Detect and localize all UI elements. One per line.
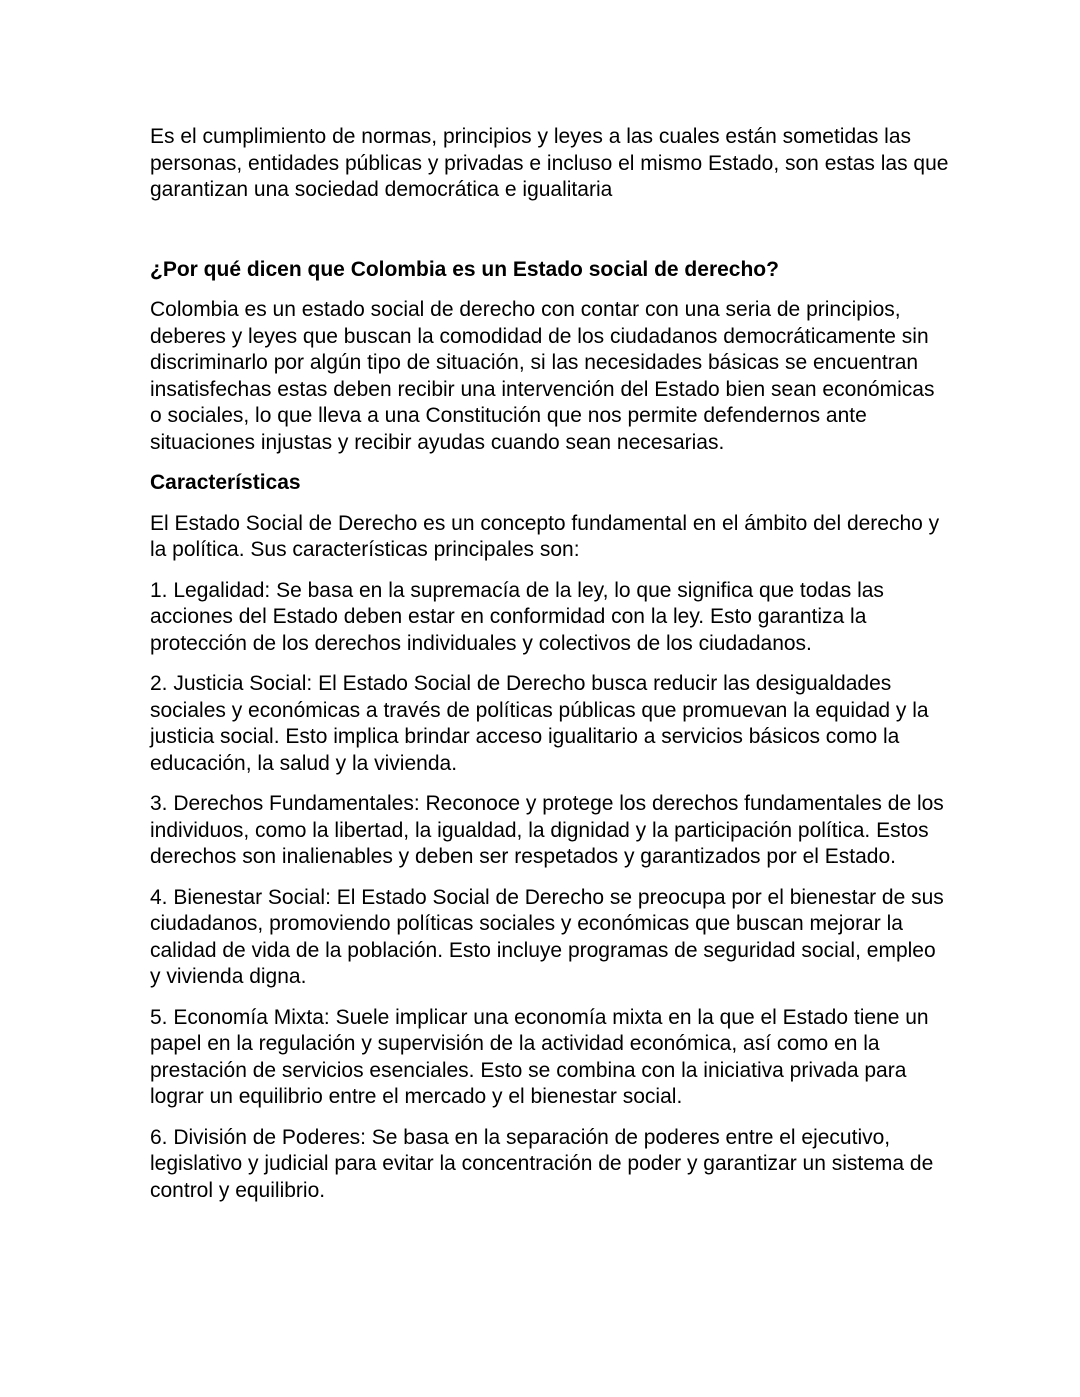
characteristic-item-bienestar-social: 4. Bienestar Social: El Estado Social de Derecho se preocupa por el bienestar de sus ciudadanos, promoviendo políticas sociales y económicas que buscan mejorar la calidad de vida de la población. Esto incluye programas de seguridad social, empleo y vivienda digna. xyxy=(150,885,944,988)
characteristic-item-division-de-poderes: 6. División de Poderes: Se basa en la separación de poderes entre el ejecutivo, legislativo y judicial para evitar la concentración de poder y garantizar un sistema de control y equilibrio. xyxy=(150,1125,934,1202)
characteristic-item-derechos-fundamentales: 3. Derechos Fundamentales: Reconoce y protege los derechos fundamentales de los individuos, como la libertad, la igualdad, la dignidad y la participación política. Estos derechos son inalienables y deben ser respetados y garantizados por el Estado. xyxy=(150,792,944,868)
answer-paragraph: Colombia es un estado social de derecho con contar con una seria de principios, deberes y leyes que buscan la comodidad de los ciudadanos democráticamente sin discriminarlo por algún tipo de situación, si las necesidades básicas se encuentran insatisfechas estas deben recibir una intervención del Estado bien sean económicas o sociales, lo que lleva a una Constitución que nos permite defendernos ante situaciones injustas y recibir ayudas cuando sean necesarias. xyxy=(150,298,935,454)
characteristics-heading: Características xyxy=(150,471,301,494)
intro-paragraph: Es el cumplimiento de normas, principios y leyes a las cuales están sometidas las personas, entidades públicas y privadas e incluso el mismo Estado, son estas las que garantizan una sociedad democrática e igualitaria xyxy=(150,125,949,201)
characteristic-item-economia-mixta: 5. Economía Mixta: Suele implicar una economía mixta en la que el Estado tiene un papel en la regulación y supervisión de la actividad económica, así como en la prestación de servicios esenciales. Esto se combina con la iniciativa privada para lograr un equilibrio entre el mercado y el bienestar social. xyxy=(150,1005,929,1108)
characteristic-item-legalidad: 1. Legalidad: Se basa en la supremacía de la ley, lo que significa que todas las acciones del Estado deben estar en conformidad con la ley. Esto garantiza la protección de los derechos individuales y colectivos de los ciudadanos. xyxy=(150,578,884,655)
characteristics-intro: El Estado Social de Derecho es un concepto fundamental en el ámbito del derecho y la política. Sus características principales son: xyxy=(150,511,940,561)
question-heading: ¿Por qué dicen que Colombia es un Estado social de derecho? xyxy=(150,257,779,281)
characteristic-item-justicia-social: 2. Justicia Social: El Estado Social de Derecho busca reducir las desigualdades sociales y económicas a través de políticas públicas que promuevan la equidad y la justicia social. Esto implica brindar acceso igualitario a servicios básicos como la educación, la salud y la vivienda. xyxy=(150,672,929,775)
document-page xyxy=(150,124,950,1218)
